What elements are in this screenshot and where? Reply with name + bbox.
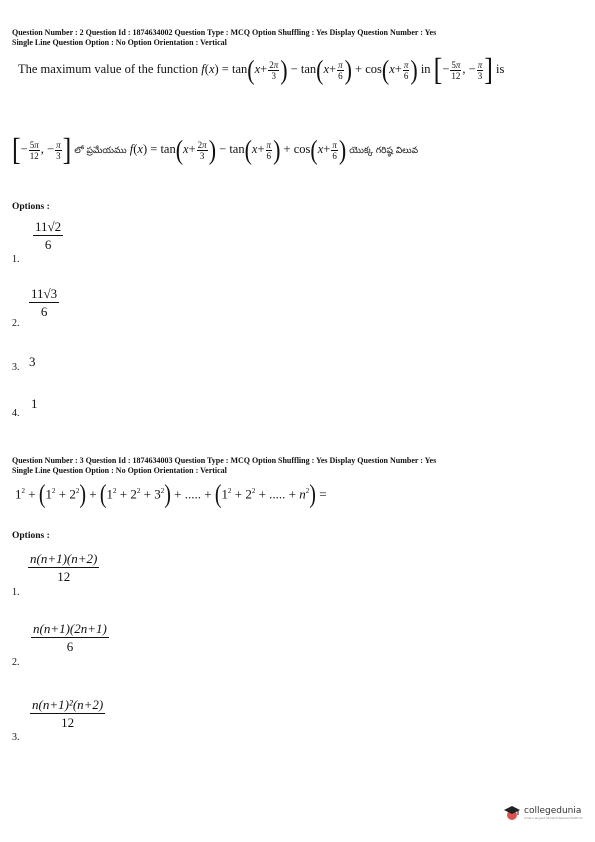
q2-option-1-value: $\frac{11√2}{6}$ (35, 219, 62, 252)
q2-question-text (18, 52, 505, 87)
q2-option-4-value: 1 (31, 396, 38, 411)
q3-option-2-number: 2. (12, 657, 20, 668)
q2-telugu-lo: లో ప్రమేయము (74, 145, 127, 156)
q2-option-4-number: 4. (12, 408, 20, 419)
q2-text-is: is (496, 61, 505, 76)
q3-option-2-value: $\frac{n(n+1)(2n+1)}{6}$ (33, 621, 107, 654)
q2-option-3-number: 3. (12, 362, 20, 373)
q2-telugu-function: f(x) = tan(x+ $\frac{2\pi}{3}$ ) − tan(x+ $\frac{\pi}{6}$ ) + cos(x+ $\frac{\pi}{6}$ ) (129, 133, 347, 165)
q2-option-3-value: 3 (29, 354, 36, 369)
q3-options-label: Options : (12, 531, 50, 541)
q2-telugu-suffix: యొక్క గరిష్ఠ విలువ (349, 145, 419, 156)
q2-function-expression: f(x) = tan(x+ $\frac{2\pi}{3}$ ) − tan(x+ $\frac{\pi}{6}$ ) + cos(x+ $\frac{\pi}{6}$ ) (201, 53, 418, 85)
q2-header-line2: Single Line Question Option : No Option Orientation : Vertical (12, 37, 227, 47)
q3-header-line2: Single Line Question Option : No Option Orientation : Vertical (12, 465, 227, 475)
q2-text-prefix: The maximum value of the function (18, 61, 199, 76)
q2-option-2-value: $\frac{11√3}{6}$ (31, 286, 58, 319)
q2-header (12, 28, 436, 47)
logo-name: collegedunia (524, 806, 582, 816)
collegedunia-logo (503, 804, 583, 822)
logo-tagline: India's largest Student Review Platform (524, 816, 584, 820)
q3-option-3-value: $\frac{\text{n(n+1)²(n+2)}}{12}$ (32, 697, 104, 730)
q3-option-1-number: 1. (12, 587, 20, 598)
graduation-cap-icon (503, 804, 521, 822)
q3-option-3-number: 3. (12, 732, 20, 743)
q2-option-2-number: 2. (12, 318, 20, 329)
q3-question-expression: $1^2 + (1^2 + 2^2) + (1^2 + 2^2 + 3^2)$ + ..... + ($1^2 + 2^2$ + ..... + $n^2$) = (15, 480, 327, 510)
q2-header-line1: Question Number : 2 Question Id : 1874634002 Question Type : MCQ Option Shuffling : Yes Display Question Number : Yes (12, 28, 437, 37)
q2-options-label: Options : (12, 202, 50, 212)
q2-telugu-text (12, 132, 419, 167)
q3-option-1-value: $\frac{n(n+1)(n+2)}{12}$ (30, 551, 98, 584)
q2-telugu-interval: [− $\frac{5\pi}{12}$ , − $\frac{\pi}{3}$ ] (12, 132, 72, 167)
q3-header-line1: Question Number : 3 Question Id : 1874634003 Question Type : MCQ Option Shuffling : Yes Display Question Number : Yes (12, 456, 437, 465)
q2-option-1-number: 1. (12, 254, 20, 265)
q2-interval: [− $\frac{5\pi}{12}$ , − $\frac{\pi}{3}$ ] (433, 52, 493, 87)
q3-header (12, 456, 436, 475)
q2-text-in: in (420, 61, 431, 76)
